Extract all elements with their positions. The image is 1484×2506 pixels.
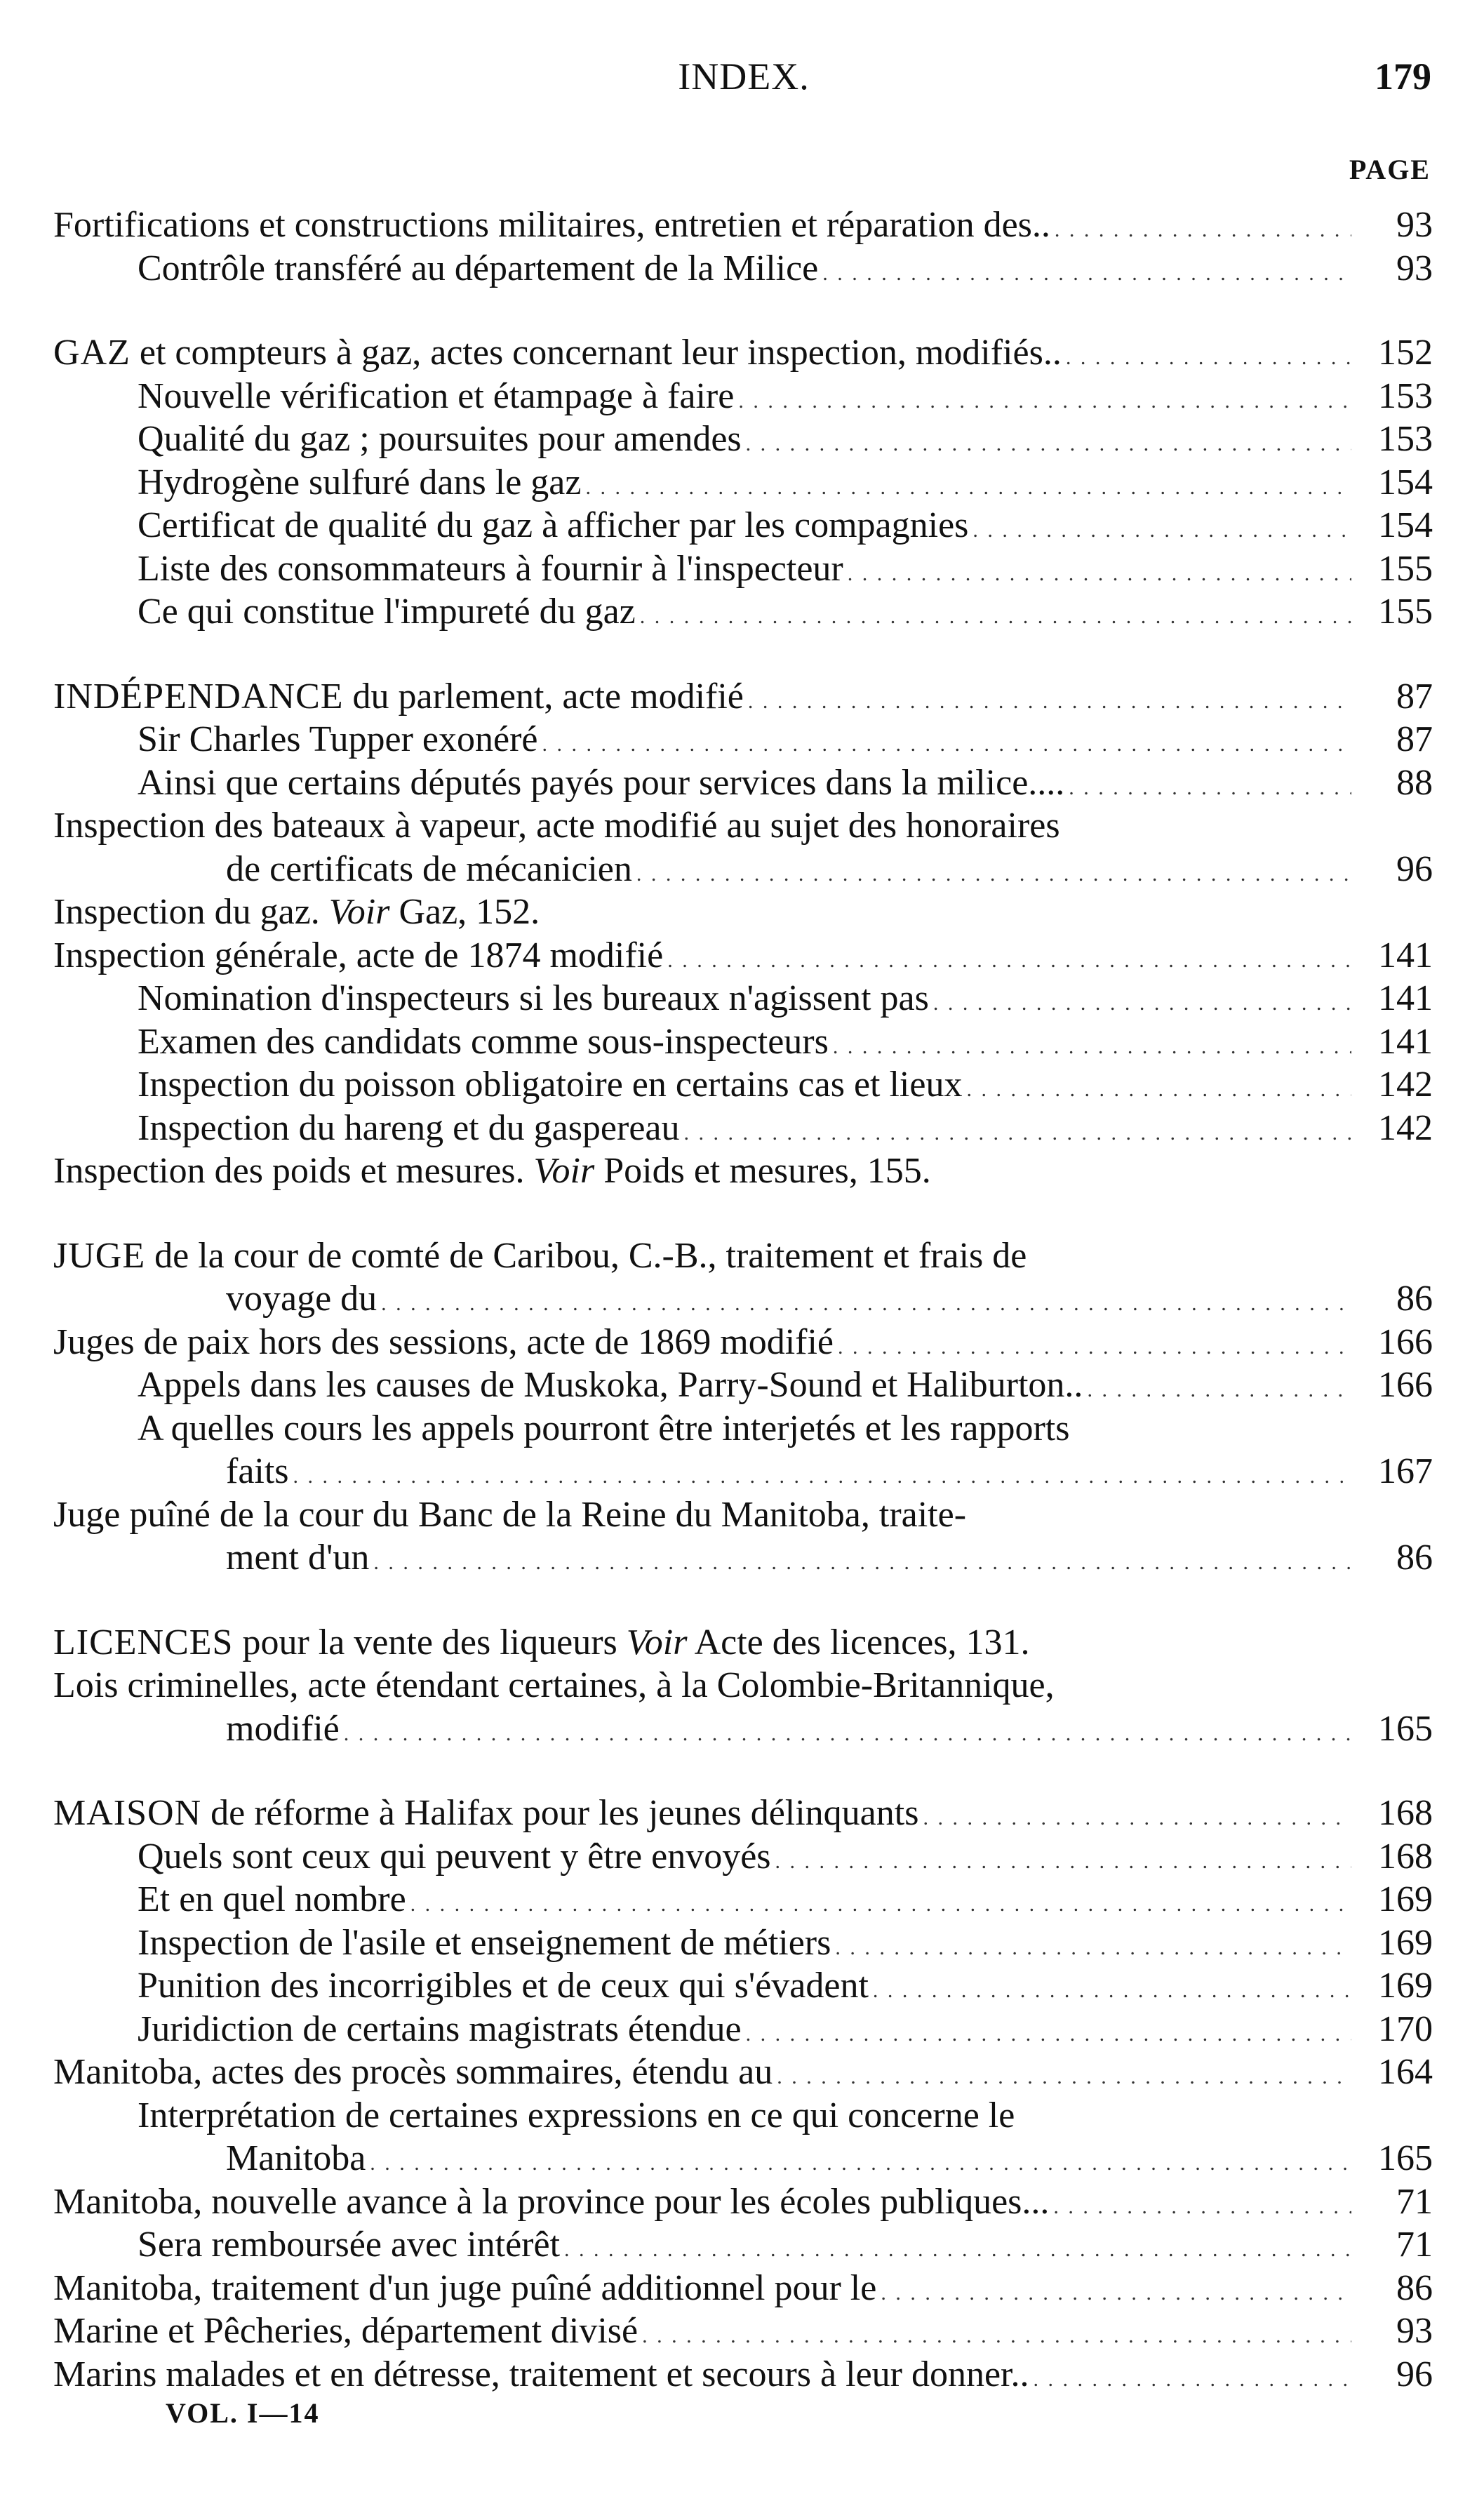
cross-reference-target: Gaz, 152. [389, 892, 540, 932]
entry-page-number: 155 [1378, 548, 1433, 589]
entry-page-number: 96 [1396, 2354, 1433, 2394]
dot-leader [370, 2137, 1351, 2185]
entry-label: Inspection des poids et mesures. [53, 1151, 534, 1191]
signature-mark: VOL. I—14 [166, 2397, 320, 2429]
entry-text [138, 761, 1064, 805]
index-entry [53, 1493, 1433, 1537]
entry-label: Inspection générale, acte de 1874 modifié [53, 935, 664, 975]
index-entry [53, 1621, 1433, 1665]
entry-label: Manitoba [226, 2138, 366, 2178]
entry-text [53, 1621, 1030, 1665]
section-gap [53, 1193, 1433, 1234]
entry-text [138, 1835, 771, 1879]
entry-text [53, 2267, 876, 2310]
entry-text [138, 2223, 560, 2267]
page-header [56, 55, 1431, 118]
entry-page-number: 141 [1378, 935, 1433, 975]
index-entry [53, 1063, 1433, 1107]
index-entry [53, 1536, 1433, 1580]
entry-text [53, 204, 1050, 247]
dot-leader [667, 934, 1351, 982]
entry-page-number: 86 [1396, 2267, 1433, 2308]
dot-leader [642, 2310, 1351, 2358]
entry-text [138, 461, 581, 505]
dot-leader [1055, 204, 1351, 252]
entry-text [53, 1792, 918, 1835]
entry-label: Juridiction de certains magistrats étendue [138, 2008, 742, 2049]
dot-leader [636, 848, 1351, 896]
entry-page-number: 71 [1396, 2225, 1433, 2265]
entry-label: Nouvelle vérification et étampage à faire [138, 375, 735, 416]
entry-page-number: 93 [1396, 205, 1433, 245]
dot-leader [835, 1921, 1351, 1970]
entry-label: de réforme à Halifax pour les jeunes délinquants [201, 1793, 919, 1833]
entry-page-number: 141 [1378, 1021, 1433, 1062]
entry-text [53, 1234, 1027, 1278]
dot-leader [775, 1835, 1351, 1884]
entry-label: Hydrogène sulfuré dans le gaz [138, 462, 582, 502]
entry-text [53, 1664, 1055, 1707]
entry-page-number: 87 [1396, 676, 1433, 717]
entry-text [53, 1321, 834, 1364]
dot-leader [923, 1792, 1351, 1840]
entry-label: modifié [226, 1708, 340, 1749]
index-entry [53, 331, 1433, 375]
cross-reference-voir: Voir [626, 1622, 688, 1662]
index-entry [53, 504, 1433, 547]
entry-label: Juge puîné de la cour du Banc de la Reine du Manitoba, traite- [53, 1494, 967, 1535]
entry-page-number: 170 [1378, 2008, 1433, 2049]
entry-text [53, 2180, 1049, 2224]
entry-label: Punition des incorrigibles et de ceux qui s'évadent [138, 1966, 869, 2006]
entry-text [138, 977, 929, 1020]
entry-heading-word: LICENCES [53, 1622, 234, 1662]
dot-leader [881, 2267, 1351, 2315]
index-entry [53, 2180, 1433, 2224]
index-entry [53, 2137, 1433, 2180]
entry-text [138, 1878, 406, 1921]
entry-text [53, 804, 1060, 848]
entry-text [138, 2094, 1015, 2138]
entry-label: et compteurs à gaz, actes concernant leur inspection, modifiés.. [130, 333, 1062, 373]
entry-label: Inspection du hareng et du gaspereau [138, 1107, 680, 1148]
entry-heading-word: INDÉPENDANCE [53, 676, 344, 717]
cross-reference-voir: Voir [533, 1151, 595, 1191]
entry-page-number: 169 [1378, 1879, 1433, 1919]
index-entry [53, 718, 1433, 761]
cross-reference-voir: Voir [328, 892, 390, 932]
index-entry [53, 1921, 1433, 1965]
entry-label: Manitoba, traitement d'un juge puîné additionnel pour le [53, 2267, 877, 2308]
entry-page-number: 88 [1396, 762, 1433, 803]
dot-leader [381, 1277, 1351, 1326]
index-entry [53, 461, 1433, 505]
entry-page-number: 168 [1378, 1793, 1433, 1833]
entry-heading-word: JUGE [53, 1235, 146, 1276]
entry-label: de certificats de mécanicien [226, 848, 632, 889]
entry-text [138, 1107, 679, 1150]
entry-text [53, 934, 663, 978]
entry-label: Qualité du gaz ; poursuites pour amendes [138, 419, 742, 459]
dot-leader [972, 504, 1351, 552]
entry-page-number: 152 [1378, 333, 1433, 373]
dot-leader [640, 590, 1351, 639]
cross-reference-target: Poids et mesures, 155. [594, 1151, 931, 1191]
entry-label: Ce qui constitue l'impureté du gaz [138, 592, 636, 632]
entry-page-number: 71 [1396, 2181, 1433, 2222]
entry-label: voyage du [226, 1279, 377, 1319]
index-entry [53, 1321, 1433, 1364]
index-entry [53, 848, 1433, 891]
entry-text [138, 247, 818, 291]
index-entry [53, 590, 1433, 634]
entry-text [53, 1149, 931, 1193]
entry-label: Et en quel nombre [138, 1879, 406, 1919]
entry-text [226, 1450, 289, 1493]
index-entry [53, 1792, 1433, 1835]
entry-text [138, 1921, 831, 1965]
entry-page-number: 166 [1378, 1365, 1433, 1405]
index-entry [53, 1364, 1433, 1407]
entry-label: Manitoba, actes des procès sommaires, étendu au [53, 2052, 773, 2092]
entry-text [138, 2008, 742, 2051]
page-number: 179 [1375, 55, 1431, 98]
entry-label: Sir Charles Tupper exonéré [138, 719, 538, 759]
index-entry [53, 1835, 1433, 1879]
entry-text [226, 1536, 369, 1580]
index-entry [53, 547, 1433, 591]
entry-heading-word: MAISON [53, 1793, 202, 1833]
dot-leader [373, 1536, 1351, 1585]
section-gap [53, 1580, 1433, 1621]
section-gap [53, 634, 1433, 675]
dot-leader [746, 418, 1351, 466]
index-entry [53, 2223, 1433, 2267]
entry-label: Fortifications et constructions militaires, entretien et réparation des.. [53, 205, 1050, 245]
dot-leader [683, 1107, 1351, 1155]
entry-page-number: 165 [1378, 2138, 1433, 2178]
entry-label: Inspection du gaz. [53, 892, 329, 932]
entry-text [138, 590, 636, 634]
entry-page-number: 141 [1378, 978, 1433, 1018]
index-entry [53, 1707, 1433, 1751]
dot-leader [1034, 2353, 1352, 2401]
entry-label: Ainsi que certains députés payés pour services dans la milice.... [138, 762, 1065, 803]
entry-page-number: 153 [1378, 419, 1433, 459]
entry-label: Inspection des bateaux à vapeur, acte modifié au sujet des honoraires [53, 806, 1060, 846]
index-entry [53, 2353, 1433, 2397]
section-gap [53, 290, 1433, 331]
entry-page-number: 155 [1378, 592, 1433, 632]
entry-label: Marins malades et en détresse, traitement et secours à leur donner.. [53, 2354, 1029, 2394]
index-entry [53, 891, 1433, 934]
dot-leader [1087, 1364, 1351, 1412]
entry-page-number: 164 [1378, 2052, 1433, 2092]
entry-page-number: 93 [1396, 2311, 1433, 2351]
index-entry [53, 761, 1433, 805]
entry-text [138, 1407, 1070, 1451]
entry-text [53, 891, 540, 934]
entry-label: Lois criminelles, acte étendant certaines, à la Colombie-Britannique, [53, 1665, 1055, 1705]
entry-text [53, 2353, 1029, 2397]
dot-leader [410, 1878, 1351, 1926]
section-gap [53, 1750, 1433, 1792]
dot-leader [748, 675, 1351, 724]
dot-leader [966, 1063, 1351, 1112]
entry-page-number: 86 [1396, 1538, 1433, 1578]
entry-text [53, 675, 744, 719]
cross-reference-target: Acte des licences, 131. [687, 1622, 1030, 1662]
entry-label: Interprétation de certaines expressions en ce qui concerne le [138, 2095, 1015, 2135]
entry-text [138, 375, 734, 418]
entry-label: Manitoba, nouvelle avance à la province pour les écoles publiques... [53, 2181, 1050, 2222]
entry-text [53, 1493, 966, 1537]
index-entry [53, 2267, 1433, 2310]
entry-text [226, 848, 632, 891]
entry-text [226, 1277, 377, 1321]
entry-page-number: 153 [1378, 375, 1433, 416]
dot-leader [738, 375, 1351, 423]
entry-label: Marine et Pêcheries, département divisé [53, 2311, 639, 2351]
entry-heading-word: GAZ [53, 333, 131, 373]
index-entry [53, 1407, 1433, 1451]
entry-text [138, 418, 742, 461]
entry-label: de la cour de comté de Caribou, C.-B., traitement et frais de [145, 1235, 1027, 1276]
dot-leader [848, 547, 1351, 596]
entry-page-number: 168 [1378, 1836, 1433, 1877]
entry-page-number: 154 [1378, 462, 1433, 502]
entry-page-number: 169 [1378, 1966, 1433, 2006]
index-entry [53, 1964, 1433, 2008]
dot-leader [777, 2051, 1351, 2099]
dot-leader [542, 718, 1351, 766]
dot-leader [293, 1450, 1351, 1498]
index-entry [53, 2051, 1433, 2094]
entry-label: Liste des consommateurs à fournir à l'inspecteur [138, 548, 843, 589]
dot-leader [585, 461, 1351, 509]
entry-label: Sera remboursée avec intérêt [138, 2225, 561, 2265]
dot-leader [833, 1020, 1351, 1069]
index-entry [53, 2008, 1433, 2051]
dot-leader [746, 2008, 1351, 2056]
entry-label: Quels sont ceux qui peuvent y être envoyés [138, 1836, 771, 1877]
entry-text [53, 2310, 638, 2353]
entry-label: Appels dans les causes de Muskoka, Parry-Sound et Haliburton.. [138, 1365, 1083, 1405]
entry-label: Contrôle transféré au département de la Milice [138, 248, 819, 288]
dot-leader [1066, 331, 1351, 380]
index-list [53, 204, 1433, 2396]
entry-page-number: 96 [1396, 848, 1433, 889]
dot-leader [1053, 2180, 1351, 2229]
page-title: INDEX. [678, 55, 810, 98]
entry-page-number: 169 [1378, 1922, 1433, 1963]
entry-label: Inspection du poisson obligatoire en certains cas et lieux [138, 1065, 963, 1105]
dot-leader [873, 1964, 1351, 2013]
index-entry [53, 1664, 1433, 1707]
index-entry [53, 2094, 1433, 2138]
index-entry [53, 2310, 1433, 2353]
entry-page-number: 154 [1378, 505, 1433, 545]
entry-text [138, 1964, 869, 2008]
entry-page-number: 167 [1378, 1451, 1433, 1491]
entry-text [138, 547, 843, 591]
entry-page-number: 142 [1378, 1065, 1433, 1105]
entry-page-number: 165 [1378, 1708, 1433, 1749]
index-entry [53, 934, 1433, 978]
index-entry [53, 1020, 1433, 1064]
dot-leader [1069, 761, 1351, 810]
entry-text [226, 2137, 366, 2180]
entry-page-number: 87 [1396, 719, 1433, 759]
entry-label: faits [226, 1451, 289, 1491]
entry-page-number: 166 [1378, 1321, 1433, 1362]
entry-text [138, 1063, 962, 1107]
index-entry [53, 1107, 1433, 1150]
index-entry [53, 1450, 1433, 1493]
entry-text [53, 331, 1062, 375]
entry-label: du parlement, acte modifié [343, 676, 744, 717]
dot-leader [822, 247, 1351, 295]
entry-label: Juges de paix hors des sessions, acte de 1869 modifié [53, 1321, 834, 1362]
entry-label: Examen des candidats comme sous-inspecteurs [138, 1021, 829, 1062]
entry-page-number: 86 [1396, 1279, 1433, 1319]
dot-leader [933, 977, 1351, 1025]
entry-label: Inspection de l'asile et enseignement de métiers [138, 1922, 831, 1963]
dot-leader [344, 1707, 1351, 1756]
entry-text [226, 1707, 340, 1751]
entry-label: A quelles cours les appels pourront être interjetés et les rapports [138, 1408, 1070, 1448]
index-entry [53, 418, 1433, 461]
index-entry [53, 247, 1433, 291]
dot-leader [838, 1321, 1351, 1369]
entry-text [138, 504, 968, 547]
entry-label: pour la vente des liqueurs [233, 1622, 627, 1662]
entry-text [53, 2051, 773, 2094]
page-column-heading: PAGE [1349, 154, 1431, 185]
index-entry [53, 204, 1433, 247]
index-entry [53, 1234, 1433, 1278]
entry-page-number: 93 [1396, 248, 1433, 288]
index-entry [53, 375, 1433, 418]
entry-text [138, 1020, 829, 1064]
entry-label: Nomination d'inspecteurs si les bureaux n'agissent pas [138, 978, 929, 1018]
dot-leader [564, 2223, 1351, 2272]
entry-page-number: 142 [1378, 1107, 1433, 1148]
entry-label: Certificat de qualité du gaz à afficher par les compagnies [138, 505, 969, 545]
index-entry [53, 804, 1433, 848]
index-entry [53, 977, 1433, 1020]
entry-text [138, 718, 537, 761]
index-entry [53, 1277, 1433, 1321]
index-entry [53, 1149, 1433, 1193]
index-entry [53, 1878, 1433, 1921]
index-entry [53, 675, 1433, 719]
entry-text [138, 1364, 1083, 1407]
entry-label: ment d'un [226, 1538, 370, 1578]
